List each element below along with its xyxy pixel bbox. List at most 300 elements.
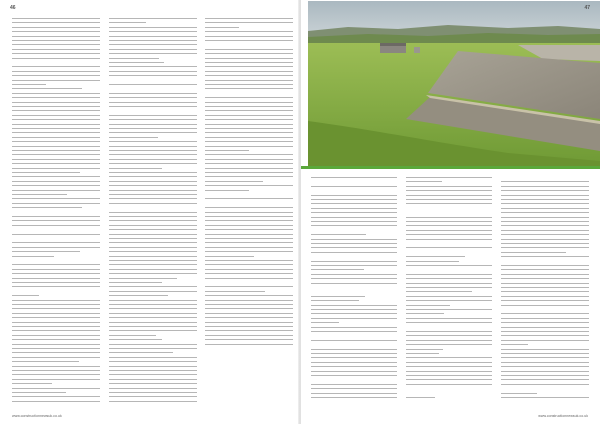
text-line bbox=[501, 283, 589, 284]
text-line bbox=[311, 195, 397, 196]
text-line bbox=[205, 181, 263, 182]
text-line bbox=[12, 352, 100, 353]
text-line bbox=[109, 278, 177, 279]
text-line bbox=[311, 225, 397, 226]
text-line bbox=[311, 269, 364, 270]
text-line bbox=[205, 176, 293, 177]
right-column-1 bbox=[311, 177, 397, 405]
text-line bbox=[501, 340, 589, 341]
text-line bbox=[311, 261, 397, 262]
text-line bbox=[311, 274, 397, 275]
right-column-3 bbox=[501, 177, 589, 405]
text-line bbox=[501, 274, 589, 275]
text-line bbox=[406, 186, 492, 187]
text-line bbox=[205, 18, 293, 19]
text-line bbox=[501, 287, 589, 288]
text-line bbox=[205, 49, 293, 50]
text-line bbox=[406, 274, 492, 275]
text-line bbox=[205, 308, 293, 309]
text-line bbox=[109, 18, 197, 19]
text-line bbox=[12, 88, 82, 89]
text-line bbox=[311, 208, 397, 209]
text-line bbox=[109, 168, 162, 169]
text-line bbox=[109, 357, 197, 358]
text-line bbox=[205, 115, 293, 116]
text-line bbox=[205, 198, 293, 199]
text-line bbox=[406, 234, 492, 235]
text-line bbox=[109, 339, 162, 340]
text-line bbox=[12, 344, 100, 345]
text-line bbox=[12, 181, 100, 182]
text-line bbox=[406, 221, 492, 222]
text-line bbox=[501, 252, 566, 253]
text-line bbox=[205, 132, 293, 133]
text-line bbox=[205, 75, 293, 76]
left-column-3 bbox=[205, 18, 293, 348]
text-line bbox=[501, 357, 589, 358]
text-line bbox=[109, 379, 197, 380]
text-line bbox=[12, 132, 100, 133]
text-line bbox=[12, 110, 100, 111]
text-line bbox=[109, 366, 197, 367]
text-line bbox=[205, 260, 293, 261]
text-line bbox=[205, 229, 293, 230]
text-line bbox=[501, 239, 589, 240]
text-line bbox=[311, 366, 397, 367]
text-line bbox=[205, 62, 293, 63]
text-line bbox=[501, 371, 589, 372]
text-line bbox=[311, 217, 397, 218]
text-line bbox=[12, 396, 100, 397]
text-line bbox=[205, 163, 293, 164]
text-line bbox=[406, 318, 492, 319]
text-line bbox=[205, 216, 293, 217]
text-line bbox=[12, 392, 66, 393]
text-line bbox=[205, 110, 293, 111]
text-line bbox=[205, 71, 293, 72]
text-line bbox=[12, 370, 100, 371]
text-line bbox=[109, 348, 197, 349]
text-line bbox=[406, 190, 492, 191]
text-line bbox=[311, 177, 397, 178]
text-line bbox=[205, 168, 293, 169]
text-line bbox=[205, 84, 293, 85]
text-line bbox=[406, 340, 492, 341]
text-line bbox=[311, 221, 397, 222]
text-line bbox=[311, 357, 397, 358]
text-line bbox=[311, 327, 397, 328]
text-line bbox=[311, 331, 397, 332]
text-line bbox=[109, 31, 197, 32]
text-line bbox=[406, 357, 492, 358]
text-line bbox=[109, 286, 197, 287]
text-line bbox=[109, 150, 197, 151]
text-line bbox=[109, 36, 197, 37]
text-line bbox=[406, 261, 459, 262]
text-line bbox=[12, 317, 100, 318]
text-line bbox=[12, 273, 100, 274]
text-line bbox=[406, 331, 492, 332]
text-line bbox=[12, 53, 100, 54]
text-line bbox=[109, 141, 197, 142]
text-line bbox=[12, 256, 54, 257]
text-line bbox=[12, 198, 100, 199]
text-line bbox=[205, 80, 293, 81]
text-line bbox=[12, 80, 100, 81]
text-line bbox=[205, 238, 293, 239]
text-line bbox=[205, 97, 293, 98]
text-line bbox=[109, 66, 197, 67]
text-line bbox=[12, 339, 100, 340]
text-line bbox=[501, 296, 589, 297]
text-line bbox=[205, 124, 293, 125]
text-line bbox=[109, 273, 197, 274]
text-line bbox=[205, 119, 293, 120]
text-line bbox=[205, 88, 293, 89]
text-line bbox=[109, 322, 197, 323]
text-line bbox=[109, 181, 197, 182]
text-line bbox=[109, 198, 197, 199]
text-line bbox=[109, 75, 197, 76]
text-line bbox=[12, 282, 100, 283]
text-line bbox=[311, 375, 397, 376]
text-line bbox=[12, 401, 100, 402]
text-line bbox=[109, 225, 197, 226]
text-line bbox=[12, 286, 100, 287]
text-line bbox=[406, 362, 492, 363]
text-line bbox=[205, 128, 293, 129]
text-line bbox=[406, 225, 492, 226]
text-line bbox=[501, 256, 589, 257]
small-structure bbox=[414, 47, 420, 53]
text-line bbox=[12, 31, 100, 32]
text-line bbox=[12, 128, 100, 129]
text-line bbox=[12, 304, 100, 305]
text-line bbox=[205, 207, 293, 208]
text-line bbox=[406, 199, 492, 200]
text-line bbox=[109, 247, 197, 248]
text-line bbox=[12, 97, 100, 98]
text-line bbox=[406, 309, 492, 310]
text-line bbox=[205, 27, 239, 28]
text-line bbox=[311, 340, 397, 341]
text-line bbox=[501, 353, 589, 354]
text-line bbox=[311, 212, 397, 213]
text-line bbox=[109, 330, 197, 331]
text-line bbox=[205, 251, 293, 252]
text-line bbox=[109, 238, 197, 239]
text-line bbox=[109, 335, 156, 336]
text-line bbox=[205, 286, 293, 287]
text-line bbox=[205, 53, 293, 54]
text-line bbox=[501, 313, 589, 314]
text-line bbox=[12, 194, 67, 195]
text-line bbox=[311, 393, 397, 394]
text-line bbox=[12, 27, 100, 28]
text-line bbox=[205, 146, 293, 147]
text-line bbox=[109, 128, 197, 129]
text-line bbox=[406, 217, 492, 218]
text-line bbox=[311, 388, 397, 389]
text-line bbox=[12, 106, 100, 107]
text-line bbox=[406, 384, 492, 385]
text-line bbox=[406, 177, 492, 178]
text-line bbox=[205, 304, 293, 305]
text-line bbox=[205, 58, 293, 59]
text-line bbox=[205, 300, 293, 301]
text-line bbox=[12, 335, 100, 336]
text-line bbox=[205, 102, 293, 103]
text-line bbox=[109, 124, 197, 125]
text-line bbox=[205, 150, 249, 151]
right-column-2 bbox=[406, 177, 492, 405]
text-line bbox=[311, 313, 397, 314]
text-line bbox=[12, 326, 100, 327]
text-line bbox=[12, 388, 100, 389]
text-line bbox=[311, 296, 365, 297]
text-line bbox=[109, 260, 197, 261]
text-line bbox=[501, 208, 589, 209]
text-line bbox=[311, 239, 397, 240]
text-line bbox=[109, 137, 158, 138]
text-line bbox=[406, 278, 492, 279]
text-line bbox=[12, 58, 100, 59]
text-line bbox=[109, 220, 197, 221]
text-line bbox=[205, 273, 293, 274]
text-line bbox=[205, 247, 293, 248]
treatment-building bbox=[380, 45, 406, 53]
text-line bbox=[406, 397, 435, 398]
text-line bbox=[205, 22, 293, 23]
text-line bbox=[311, 234, 366, 235]
text-line bbox=[406, 322, 492, 323]
text-line bbox=[12, 154, 100, 155]
text-line bbox=[501, 186, 589, 187]
text-line bbox=[501, 375, 589, 376]
text-line bbox=[406, 203, 492, 204]
text-line bbox=[12, 383, 52, 384]
text-line bbox=[501, 327, 589, 328]
text-line bbox=[12, 247, 100, 248]
text-line bbox=[109, 256, 197, 257]
text-line bbox=[205, 269, 293, 270]
text-line bbox=[311, 300, 359, 301]
text-line bbox=[205, 326, 293, 327]
text-line bbox=[109, 163, 197, 164]
text-line bbox=[12, 207, 82, 208]
text-line bbox=[12, 269, 100, 270]
text-line bbox=[501, 243, 589, 244]
text-line bbox=[205, 172, 293, 173]
text-line bbox=[406, 296, 492, 297]
text-line bbox=[109, 49, 197, 50]
text-line bbox=[109, 172, 197, 173]
text-line bbox=[501, 278, 589, 279]
text-line bbox=[501, 225, 589, 226]
text-line bbox=[109, 388, 197, 389]
footer-url-right: www.constructionnewsuk.co.uk bbox=[538, 414, 588, 418]
text-line bbox=[501, 230, 589, 231]
text-line bbox=[12, 242, 100, 243]
text-line bbox=[406, 366, 492, 367]
text-line bbox=[109, 27, 197, 28]
text-line bbox=[109, 58, 159, 59]
text-line bbox=[12, 159, 100, 160]
page-number-left: 46 bbox=[10, 5, 16, 11]
text-line bbox=[501, 212, 589, 213]
text-line bbox=[109, 62, 164, 63]
text-line bbox=[109, 269, 197, 270]
left-column-2 bbox=[109, 18, 197, 406]
text-line bbox=[205, 137, 293, 138]
text-line bbox=[12, 93, 100, 94]
text-line bbox=[501, 234, 589, 235]
text-line bbox=[205, 339, 293, 340]
text-line bbox=[205, 212, 293, 213]
building-roof bbox=[380, 43, 406, 46]
text-line bbox=[12, 225, 100, 226]
text-line bbox=[109, 53, 197, 54]
text-line bbox=[205, 66, 293, 67]
text-line bbox=[109, 203, 197, 204]
text-line bbox=[12, 124, 100, 125]
text-line bbox=[12, 374, 100, 375]
text-line bbox=[12, 348, 100, 349]
text-line bbox=[311, 371, 397, 372]
text-line bbox=[311, 397, 397, 398]
text-line bbox=[205, 291, 265, 292]
text-line bbox=[311, 265, 397, 266]
text-line bbox=[109, 352, 173, 353]
text-line bbox=[501, 181, 589, 182]
text-line bbox=[12, 84, 46, 85]
text-line bbox=[501, 379, 589, 380]
text-line bbox=[406, 349, 443, 350]
text-line bbox=[205, 234, 293, 235]
text-line bbox=[311, 349, 397, 350]
text-line bbox=[12, 264, 100, 265]
left-column-1 bbox=[12, 18, 100, 406]
photo-illustration bbox=[308, 1, 600, 166]
text-line bbox=[109, 132, 197, 133]
text-line bbox=[501, 265, 589, 266]
text-line bbox=[311, 252, 397, 253]
text-line bbox=[406, 371, 492, 372]
text-line bbox=[109, 119, 197, 120]
text-line bbox=[109, 383, 197, 384]
text-line bbox=[501, 331, 589, 332]
text-line bbox=[406, 181, 442, 182]
text-line bbox=[109, 44, 197, 45]
text-line bbox=[311, 247, 397, 248]
text-line bbox=[501, 190, 589, 191]
text-line bbox=[12, 66, 100, 67]
text-line bbox=[109, 374, 197, 375]
text-line bbox=[109, 370, 197, 371]
text-line bbox=[12, 172, 80, 173]
text-line bbox=[501, 318, 589, 319]
text-line bbox=[109, 194, 197, 195]
text-line bbox=[406, 239, 492, 240]
text-line bbox=[311, 384, 397, 385]
text-line bbox=[12, 168, 100, 169]
text-line bbox=[501, 366, 589, 367]
text-line bbox=[406, 305, 450, 306]
text-line bbox=[406, 353, 439, 354]
text-line bbox=[205, 317, 293, 318]
text-line bbox=[501, 362, 589, 363]
text-line bbox=[12, 71, 100, 72]
text-line bbox=[205, 40, 293, 41]
text-line bbox=[109, 401, 197, 402]
text-line bbox=[109, 212, 197, 213]
text-line bbox=[501, 203, 589, 204]
text-line bbox=[12, 36, 100, 37]
text-line bbox=[109, 190, 197, 191]
text-line bbox=[109, 93, 197, 94]
text-line bbox=[501, 305, 589, 306]
text-line bbox=[109, 22, 146, 23]
text-line bbox=[109, 159, 197, 160]
text-line bbox=[12, 185, 100, 186]
text-line bbox=[501, 247, 589, 248]
text-line bbox=[109, 300, 197, 301]
text-line bbox=[311, 278, 397, 279]
text-line bbox=[109, 295, 168, 296]
text-line bbox=[12, 49, 100, 50]
text-line bbox=[205, 190, 249, 191]
text-line bbox=[12, 75, 100, 76]
text-line bbox=[12, 40, 100, 41]
text-line bbox=[406, 375, 492, 376]
text-line bbox=[501, 269, 589, 270]
text-line bbox=[205, 159, 293, 160]
text-line bbox=[406, 313, 444, 314]
text-line bbox=[109, 84, 197, 85]
text-line bbox=[406, 230, 492, 231]
text-line bbox=[109, 304, 197, 305]
text-line bbox=[501, 291, 589, 292]
text-line bbox=[205, 242, 293, 243]
text-line bbox=[311, 283, 397, 284]
text-line bbox=[205, 154, 293, 155]
text-line bbox=[109, 106, 197, 107]
text-line bbox=[12, 322, 100, 323]
text-line bbox=[109, 40, 197, 41]
text-line bbox=[109, 102, 197, 103]
text-line bbox=[501, 217, 589, 218]
text-line bbox=[109, 251, 197, 252]
text-line bbox=[205, 36, 293, 37]
text-line bbox=[205, 225, 293, 226]
text-line bbox=[109, 282, 162, 283]
text-line bbox=[501, 221, 589, 222]
text-line bbox=[501, 344, 528, 345]
text-line bbox=[501, 349, 589, 350]
text-line bbox=[406, 335, 492, 336]
text-line bbox=[12, 251, 80, 252]
text-line bbox=[12, 137, 100, 138]
page-number-right: 47 bbox=[584, 5, 590, 11]
text-line bbox=[406, 283, 492, 284]
text-line bbox=[501, 195, 589, 196]
text-line bbox=[205, 31, 293, 32]
text-line bbox=[109, 308, 197, 309]
text-line bbox=[311, 322, 339, 323]
text-line bbox=[109, 264, 197, 265]
text-line bbox=[109, 392, 197, 393]
text-line bbox=[12, 300, 100, 301]
